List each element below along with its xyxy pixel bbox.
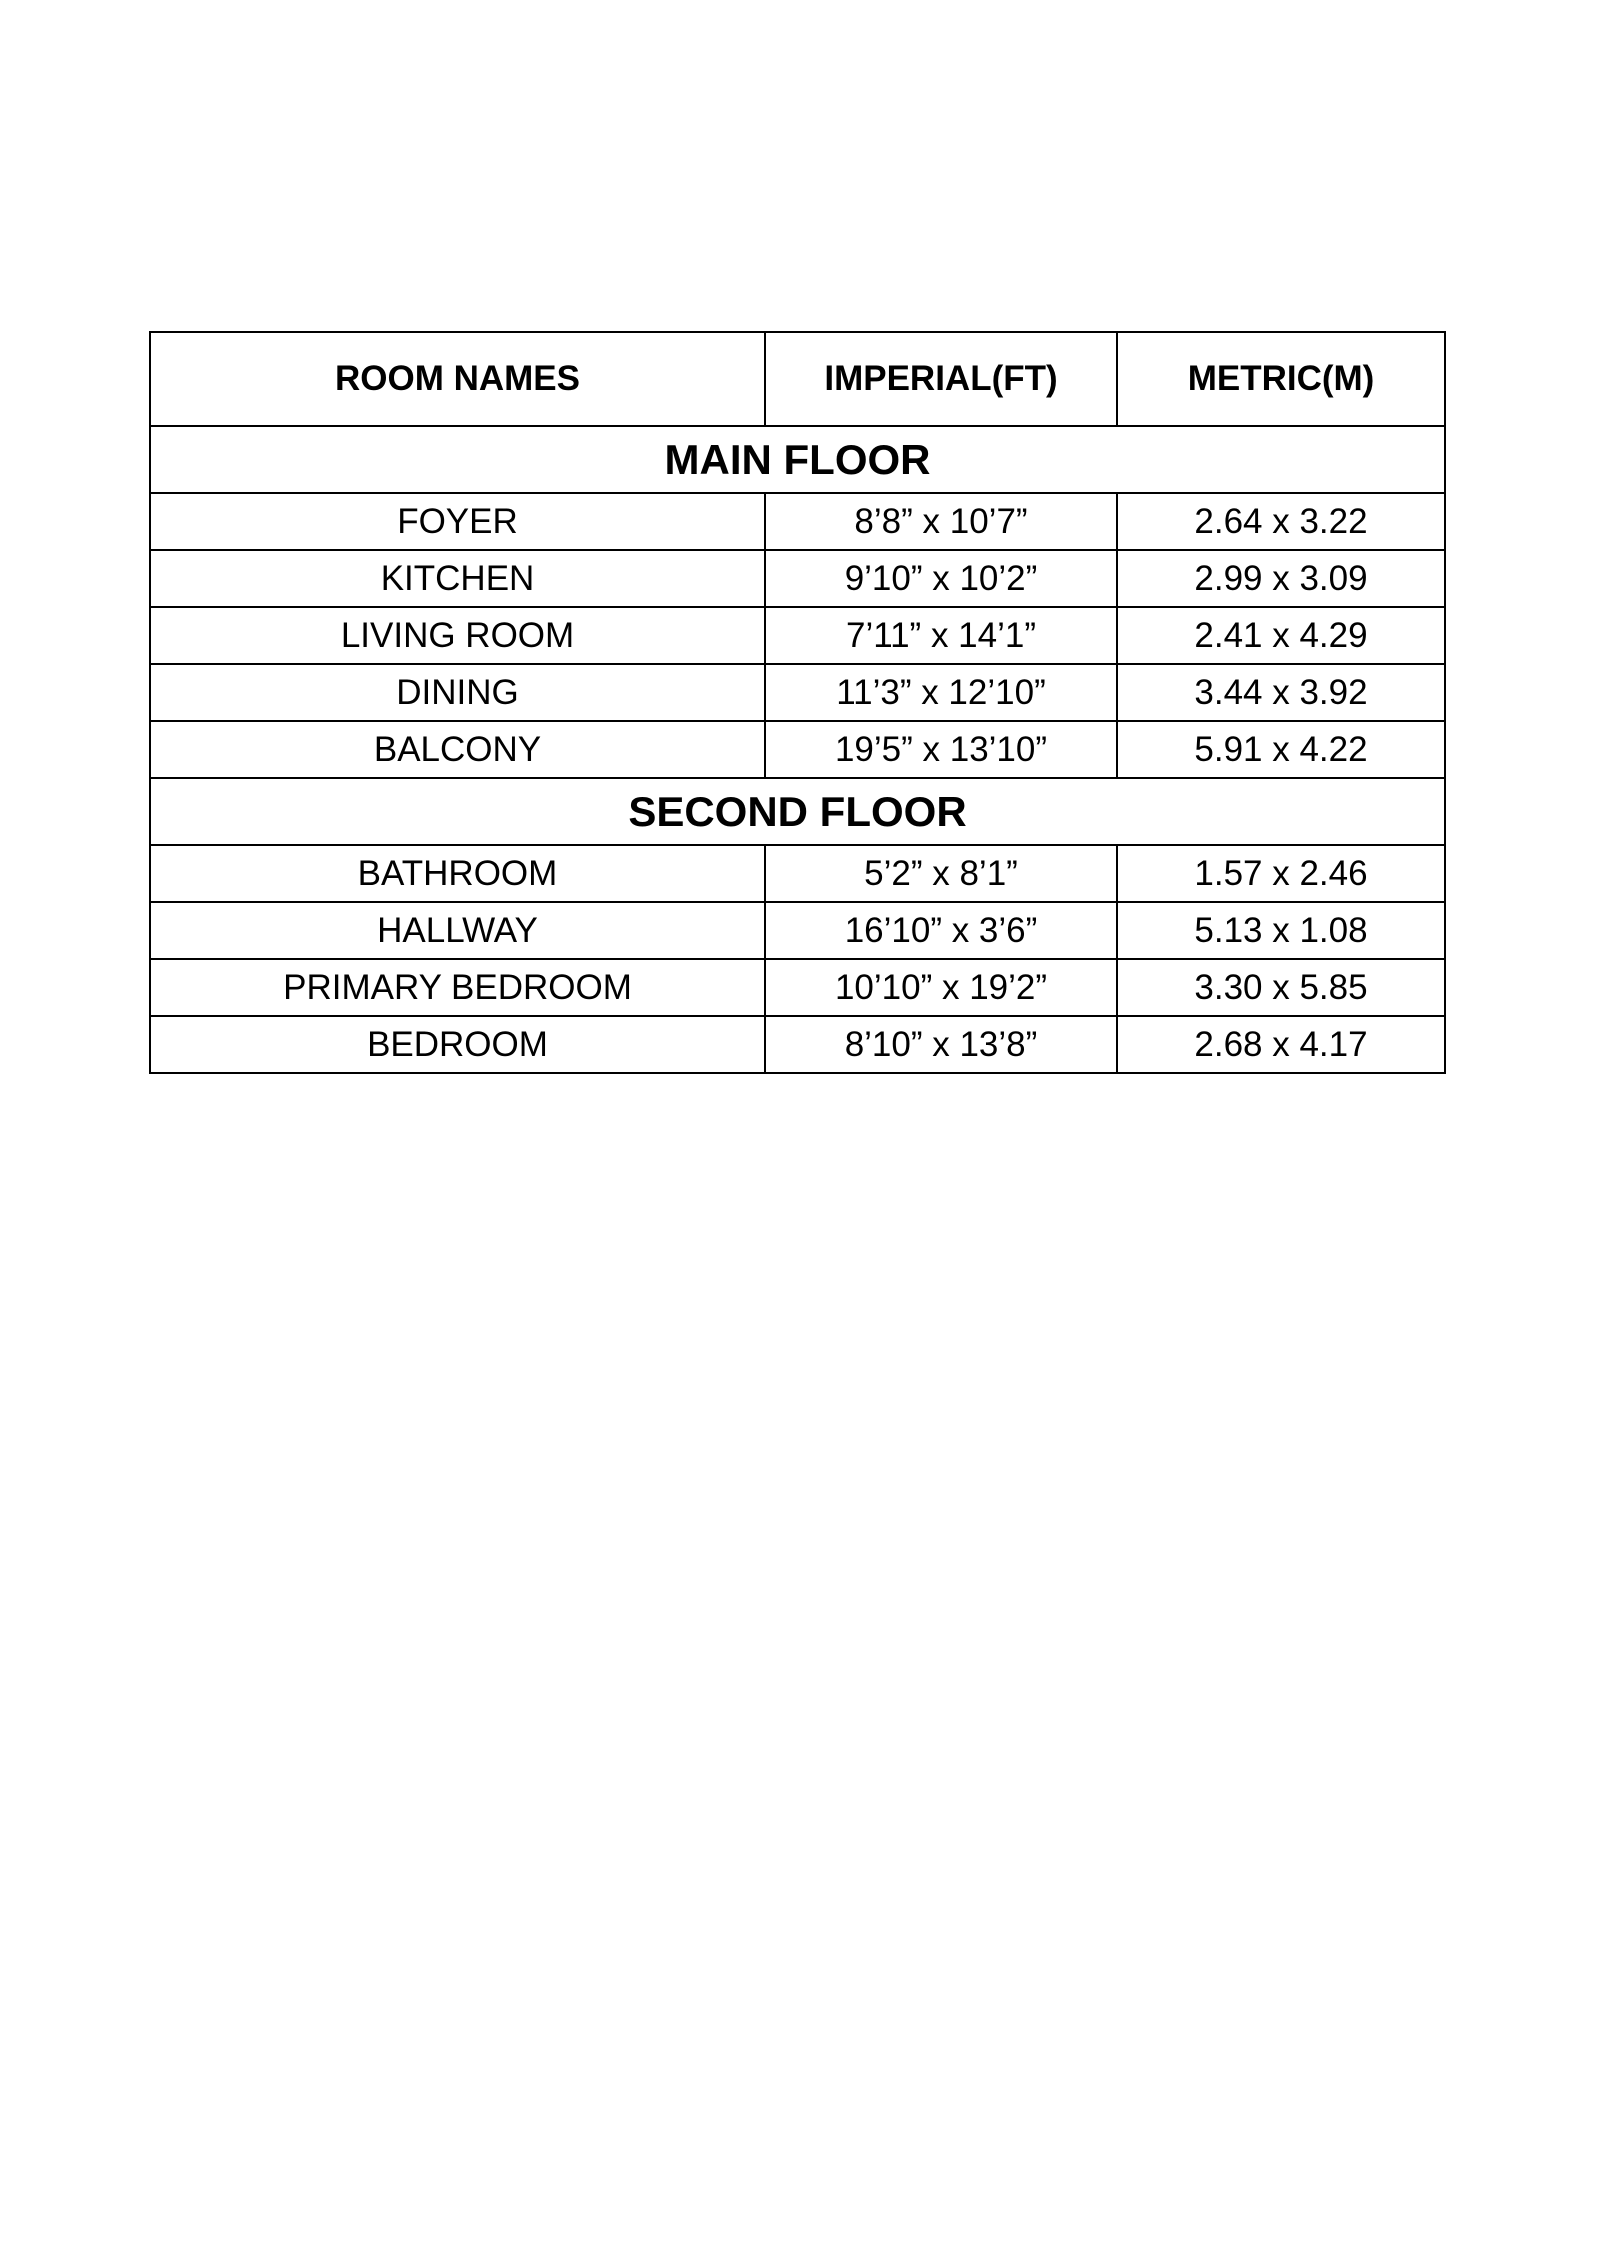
table-header-row <box>150 332 1445 426</box>
room-name-cell: KITCHEN <box>150 550 765 607</box>
section-row-second-floor <box>150 778 1445 845</box>
room-name-cell: FOYER <box>150 493 765 550</box>
metric-cell: 5.91 x 4.22 <box>1117 721 1445 778</box>
table-row <box>150 664 1445 721</box>
room-name-cell: PRIMARY BEDROOM <box>150 959 765 1016</box>
metric-cell: 2.64 x 3.22 <box>1117 493 1445 550</box>
imperial-cell: 16’10” x 3’6” <box>765 902 1117 959</box>
table-row <box>150 902 1445 959</box>
header-imperial: IMPERIAL(FT) <box>765 332 1117 426</box>
imperial-cell: 8’8” x 10’7” <box>765 493 1117 550</box>
room-name-cell: HALLWAY <box>150 902 765 959</box>
table-row <box>150 550 1445 607</box>
imperial-cell: 8’10” x 13’8” <box>765 1016 1117 1073</box>
imperial-cell: 11’3” x 12’10” <box>765 664 1117 721</box>
metric-cell: 2.68 x 4.17 <box>1117 1016 1445 1073</box>
imperial-cell: 19’5” x 13’10” <box>765 721 1117 778</box>
table-row <box>150 845 1445 902</box>
imperial-cell: 5’2” x 8’1” <box>765 845 1117 902</box>
section-title: MAIN FLOOR <box>150 426 1445 493</box>
room-name-cell: BALCONY <box>150 721 765 778</box>
table-row <box>150 721 1445 778</box>
table-row <box>150 1016 1445 1073</box>
room-name-cell: DINING <box>150 664 765 721</box>
section-title: SECOND FLOOR <box>150 778 1445 845</box>
metric-cell: 5.13 x 1.08 <box>1117 902 1445 959</box>
table-row <box>150 607 1445 664</box>
imperial-cell: 7’11” x 14’1” <box>765 607 1117 664</box>
metric-cell: 1.57 x 2.46 <box>1117 845 1445 902</box>
header-metric: METRIC(M) <box>1117 332 1445 426</box>
header-room-names: ROOM NAMES <box>150 332 765 426</box>
metric-cell: 2.99 x 3.09 <box>1117 550 1445 607</box>
table-row <box>150 959 1445 1016</box>
room-name-cell: BATHROOM <box>150 845 765 902</box>
section-row-main-floor <box>150 426 1445 493</box>
metric-cell: 3.30 x 5.85 <box>1117 959 1445 1016</box>
imperial-cell: 10’10” x 19’2” <box>765 959 1117 1016</box>
metric-cell: 2.41 x 4.29 <box>1117 607 1445 664</box>
room-name-cell: LIVING ROOM <box>150 607 765 664</box>
room-dimensions-table <box>149 331 1446 1074</box>
metric-cell: 3.44 x 3.92 <box>1117 664 1445 721</box>
room-name-cell: BEDROOM <box>150 1016 765 1073</box>
table-row <box>150 493 1445 550</box>
imperial-cell: 9’10” x 10’2” <box>765 550 1117 607</box>
